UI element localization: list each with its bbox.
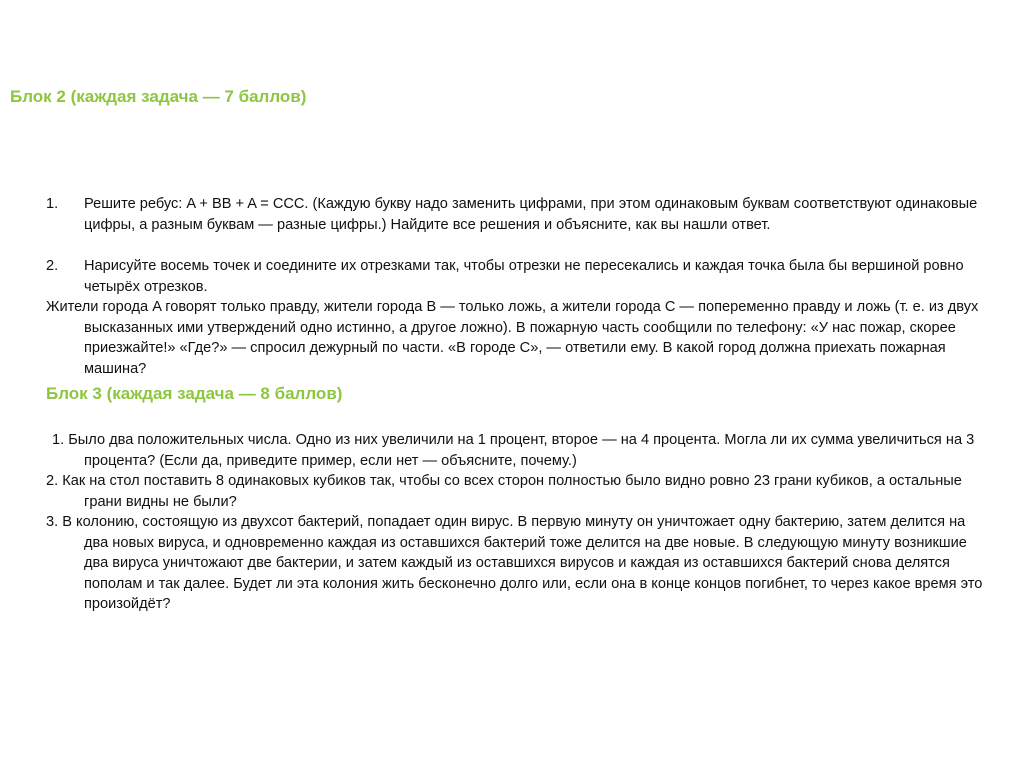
problem-text: Нарисуйте восемь точек и соедините их отрезками так, чтобы отрезки не пересекались и каждая точка была бы вершиной ровно четырёх отрезков. [84,258,964,295]
block2-problem-3: Жители города A говорят только правду, жители города B — только ложь, а жители города C — попеременно правду и ложь (т. е. из двух высказанных ими утверждений одно истинно, а другое ложно). В пожарную часть сообщили по телефону: «У нас пожар, скорее приезжайте!» «Где?» — спросил дежурный по части. «В городе C», — ответили ему. В какой город должна приехать пожарная машина? [46,299,979,377]
block3-problem-3: 3. В колонию, состоящую из двухсот бактерий, попадает один вирус. В первую минуту он уничтожает одну бактерию, затем делится на два новых вируса, и одновременно каждая из оставшихся бактерий тоже делится на две новые. В следующую минуту возникшие два вируса уничтожают две бактерии, и затем каждый из оставшихся вирусов и каждая из оставшихся бактерий снова делятся пополам и так далее. Будет ли эта колония жить бесконечно долго или, если она в конце концов погибнет, то через какое время это произойдёт? [46,514,983,612]
block3-problem-2: 2. Как на стол поставить 8 одинаковых кубиков так, чтобы со всех сторон полностью было видно ровно 23 грани кубиков, а остальные грани видны не были? [46,473,962,510]
block2-heading: Блок 2 (каждая задача — 7 баллов) [10,87,307,106]
block3-problem-1: 1. Было два положительных числа. Одно из них увеличили на 1 процент, второе — на 4 процента. Могла ли их сумма увеличиться на 3 процента? (Если да, приведите пример, если нет — объясните, почему.) [52,432,975,469]
problem-text: Решите ребус: A + BB + A = CCC. (Каждую букву надо заменить цифрами, при этом одинаковым буквам соответствуют одинаковые цифры, а разным буквам — разные цифры.) Найдите все решения и объясните, как вы нашли ответ. [84,196,978,233]
block2-problem-1 [46,194,990,235]
problem-number: 1. [46,196,59,212]
block3-heading: Блок 3 (каждая задача — 8 баллов) [46,384,343,403]
block2-problem-2 [46,256,990,297]
problem-number: 2. [46,258,59,274]
